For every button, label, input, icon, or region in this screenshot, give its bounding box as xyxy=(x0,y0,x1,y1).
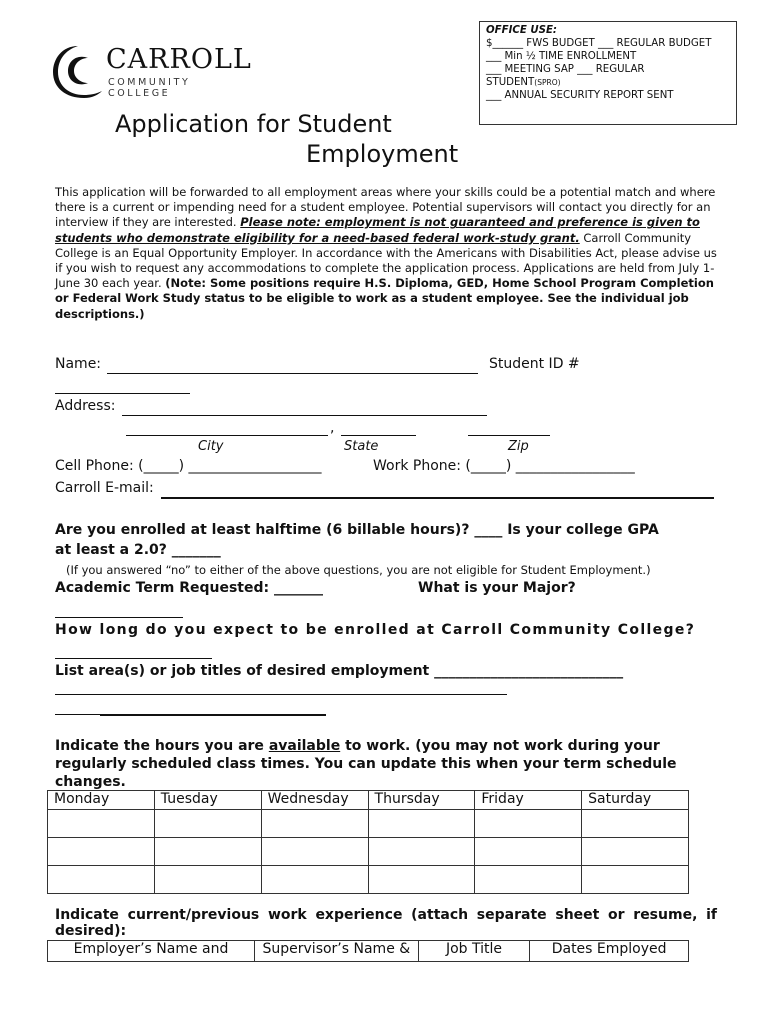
enrollment-duration-field[interactable] xyxy=(55,658,212,659)
state-caption: State xyxy=(344,439,379,454)
schedule-cell[interactable] xyxy=(48,838,155,866)
schedule-table xyxy=(47,790,689,894)
work-phone-field[interactable]: Work Phone: (_____) _________________ xyxy=(373,458,635,474)
zip-caption: Zip xyxy=(508,439,529,454)
schedule-cell[interactable] xyxy=(154,838,261,866)
intro-text: Carroll Community College is an Equal Opportunity Employer. In accordance with the Americans with Disabilities Act, please advise us if you wish to request any accommodations to complete the application process. Applications are held from July 1-June 30 each year. xyxy=(55,230,717,291)
page-title-line2: Employment xyxy=(306,140,459,168)
city-caption: City xyxy=(198,439,224,454)
major-field[interactable] xyxy=(55,617,183,618)
schedule-cell[interactable] xyxy=(48,810,155,838)
job-titles-field-3-thick xyxy=(100,714,326,716)
job-titles-question: List area(s) or job titles of desired employment ___________________________ xyxy=(55,663,624,679)
schedule-header-row xyxy=(48,791,689,810)
schedule-cell[interactable] xyxy=(261,866,368,894)
hours-text-cont: to work. (you may not work during your regularly scheduled class times. You can update this when your term schedule changes. xyxy=(55,738,677,790)
schedule-row xyxy=(48,810,689,838)
experience-heading: Indicate current/previous work experience (attach separate sheet or resume, if desired): xyxy=(55,907,717,939)
email-label: Carroll E-mail: xyxy=(55,480,154,496)
schedule-cell[interactable] xyxy=(475,810,582,838)
major-question: What is your Major? xyxy=(418,580,576,596)
enrollment-question: Are you enrolled at least halftime (6 billable hours)? ____ Is your college GPA xyxy=(55,522,659,538)
logo-name: CARROLL xyxy=(106,44,252,75)
experience-table xyxy=(47,940,689,962)
schedule-row xyxy=(48,866,689,894)
address-field[interactable] xyxy=(122,415,487,416)
schedule-cell[interactable] xyxy=(368,810,475,838)
job-titles-field-2[interactable] xyxy=(55,694,507,695)
page-title-line1: Application for Student xyxy=(115,110,392,138)
office-use-line: STUDENT xyxy=(486,76,535,88)
schedule-cell[interactable] xyxy=(48,866,155,894)
schedule-cell[interactable] xyxy=(582,866,689,894)
office-use-line: ___ Min ½ TIME ENROLLMENT xyxy=(486,50,637,62)
schedule-cell[interactable] xyxy=(582,810,689,838)
intro-note: Please note: employment is not guaranteed and preference is given to students who demonstrate eligibility for a need-based federal work-study grant. xyxy=(55,215,700,245)
address-label: Address: xyxy=(55,398,116,414)
name-label: Name: xyxy=(55,356,102,372)
schedule-cell[interactable] xyxy=(475,866,582,894)
state-field[interactable] xyxy=(341,435,416,436)
eligibility-note: (If you answered “no” to either of the above questions, you are not eligible for Student Employment.) xyxy=(66,563,651,577)
experience-header: Employer’s Name and xyxy=(48,941,255,962)
zip-field[interactable] xyxy=(468,435,550,436)
intro-bold-note: (Note: Some positions require H.S. Diploma, GED, Home School Program Completion or Federal Work Study status to be eligible to work as a student employee. See the individual job descriptions.) xyxy=(55,276,714,321)
day-header: Friday xyxy=(475,791,582,810)
city-field[interactable] xyxy=(126,435,328,436)
logo-subtitle: COMMUNITY COLLEGE xyxy=(108,77,191,99)
student-id-field[interactable] xyxy=(55,393,190,394)
student-id-label: Student ID # xyxy=(489,356,580,372)
cell-phone-field[interactable]: Cell Phone: (_____) ___________________ xyxy=(55,458,322,474)
hours-available: available xyxy=(268,738,341,754)
office-use-line: ___ MEETING SAP ___ REGULAR xyxy=(486,63,645,75)
schedule-cell[interactable] xyxy=(475,838,582,866)
day-header: Monday xyxy=(48,791,155,810)
college-logo xyxy=(48,40,258,102)
intro-text: This application will be forwarded to all employment areas where your skills could be a potential match and where there is a current or impending need for a student employee. Potential supervisors will contact you directly for an interview if they are interested. xyxy=(55,185,716,230)
intro-paragraph xyxy=(55,185,720,322)
experience-header: Dates Employed xyxy=(530,941,689,962)
schedule-cell[interactable] xyxy=(582,838,689,866)
office-use-line: $______ FWS BUDGET ___ REGULAR BUDGET xyxy=(486,37,712,49)
day-header: Thursday xyxy=(368,791,475,810)
enrollment-duration-question: How long do you expect to be enrolled at Carroll Community College? xyxy=(55,622,696,638)
hours-text: Indicate the hours you are xyxy=(55,738,269,754)
logo-mark-icon xyxy=(48,40,108,102)
schedule-cell[interactable] xyxy=(154,866,261,894)
comma-separator: , xyxy=(330,420,335,436)
hours-instructions xyxy=(55,737,720,791)
email-field[interactable] xyxy=(161,497,714,499)
day-header: Tuesday xyxy=(154,791,261,810)
office-use-small: (SPRO) xyxy=(534,77,561,87)
schedule-cell[interactable] xyxy=(154,810,261,838)
name-field[interactable] xyxy=(107,373,478,374)
day-header: Wednesday xyxy=(261,791,368,810)
experience-header: Supervisor’s Name & xyxy=(254,941,418,962)
office-use-box xyxy=(479,21,737,125)
experience-header: Job Title xyxy=(418,941,530,962)
gpa-question: at least a 2.0? _______ xyxy=(55,542,221,558)
schedule-cell[interactable] xyxy=(261,838,368,866)
day-header: Saturday xyxy=(582,791,689,810)
schedule-cell[interactable] xyxy=(368,866,475,894)
term-question: Academic Term Requested: _______ xyxy=(55,580,323,596)
schedule-cell[interactable] xyxy=(368,838,475,866)
office-use-line: ___ ANNUAL SECURITY REPORT SENT xyxy=(486,89,674,101)
schedule-row xyxy=(48,838,689,866)
experience-header-row xyxy=(48,941,689,962)
office-use-heading: OFFICE USE: xyxy=(486,25,557,36)
schedule-cell[interactable] xyxy=(261,810,368,838)
